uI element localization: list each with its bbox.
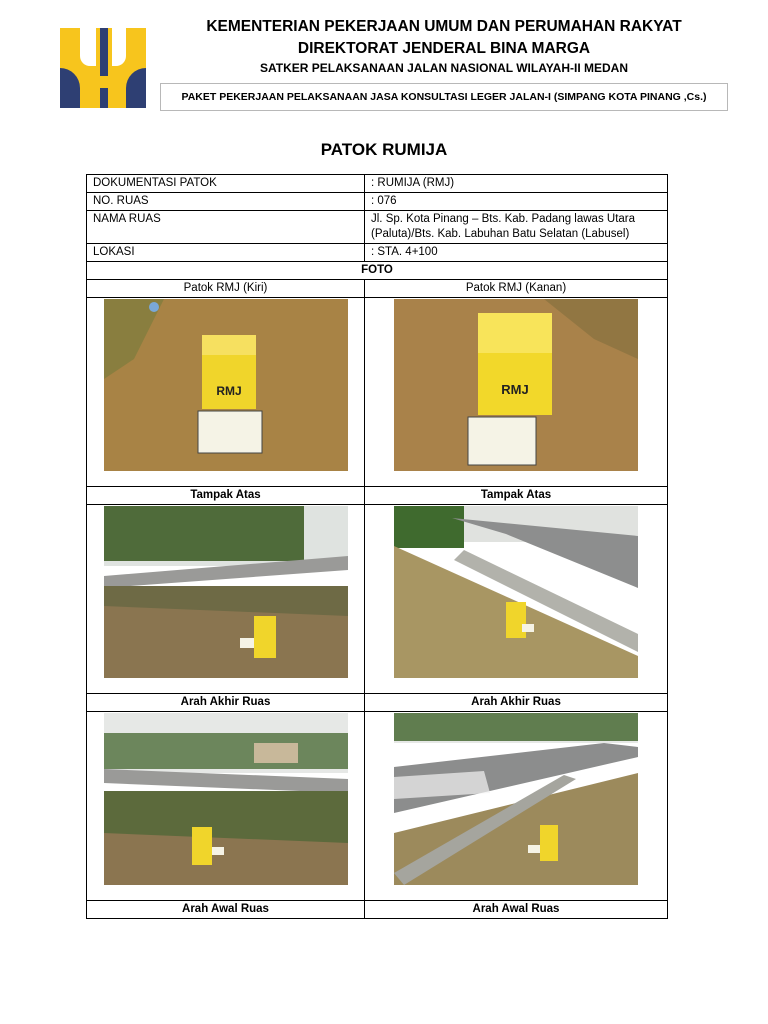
photo-caption: Arah Awal Ruas xyxy=(365,901,668,919)
photo-caption: Arah Akhir Ruas xyxy=(87,694,365,712)
marker-label: RMJ xyxy=(501,382,529,397)
photo-road-start-right xyxy=(394,713,638,885)
photo-cell xyxy=(87,712,365,901)
page-title: PATOK RUMIJA xyxy=(320,140,448,159)
info-value: : STA. 4+100 xyxy=(365,244,668,262)
column-header-left: Patok RMJ (Kiri) xyxy=(87,280,365,298)
photo-caption: Tampak Atas xyxy=(87,487,365,505)
foto-heading: FOTO xyxy=(87,262,668,280)
documentation-table xyxy=(86,174,668,919)
info-value: : 076 xyxy=(365,193,668,211)
pu-logo xyxy=(60,28,146,108)
info-row xyxy=(87,193,668,211)
column-header-right: Patok RMJ (Kanan) xyxy=(365,280,668,298)
photo-cell xyxy=(87,298,365,487)
photo-road-start-left xyxy=(104,713,348,885)
satker-heading: SATKER PELAKSANAAN JALAN NASIONAL WILAYAH-II MEDAN xyxy=(259,61,629,75)
photo-cell xyxy=(365,712,668,901)
info-row xyxy=(87,211,668,244)
photo-road-end-right xyxy=(394,506,638,678)
info-value: : RUMIJA (RMJ) xyxy=(365,175,668,193)
photo-cell xyxy=(365,505,668,694)
info-row xyxy=(87,175,668,193)
photo-road-end-left xyxy=(104,506,348,678)
info-label: LOKASI xyxy=(87,244,365,262)
photo-marker-top-left xyxy=(104,299,348,471)
ministry-heading: KEMENTERIAN PEKERJAAN UMUM DAN PERUMAHAN RAKYAT xyxy=(206,18,682,35)
photo-caption: Arah Akhir Ruas xyxy=(365,694,668,712)
info-label: NO. RUAS xyxy=(87,193,365,211)
photo-caption: Arah Awal Ruas xyxy=(87,901,365,919)
info-label: DOKUMENTASI PATOK xyxy=(87,175,365,193)
info-label: NAMA RUAS xyxy=(87,211,365,244)
photo-cell xyxy=(365,298,668,487)
photo-cell xyxy=(87,505,365,694)
paket-box: PAKET PEKERJAAN PELAKSANAAN JASA KONSULTASI LEGER JALAN-I (SIMPANG KOTA PINANG ,Cs.) xyxy=(160,83,728,111)
photo-marker-top-right xyxy=(394,299,638,471)
marker-label: RMJ xyxy=(215,384,242,398)
info-value: Jl. Sp. Kota Pinang – Bts. Kab. Padang lawas Utara (Paluta)/Bts. Kab. Labuhan Batu Selatan (Labusel) xyxy=(365,211,668,244)
info-row xyxy=(87,244,668,262)
photo-caption: Tampak Atas xyxy=(365,487,668,505)
directorate-heading: DIREKTORAT JENDERAL BINA MARGA xyxy=(297,40,591,57)
